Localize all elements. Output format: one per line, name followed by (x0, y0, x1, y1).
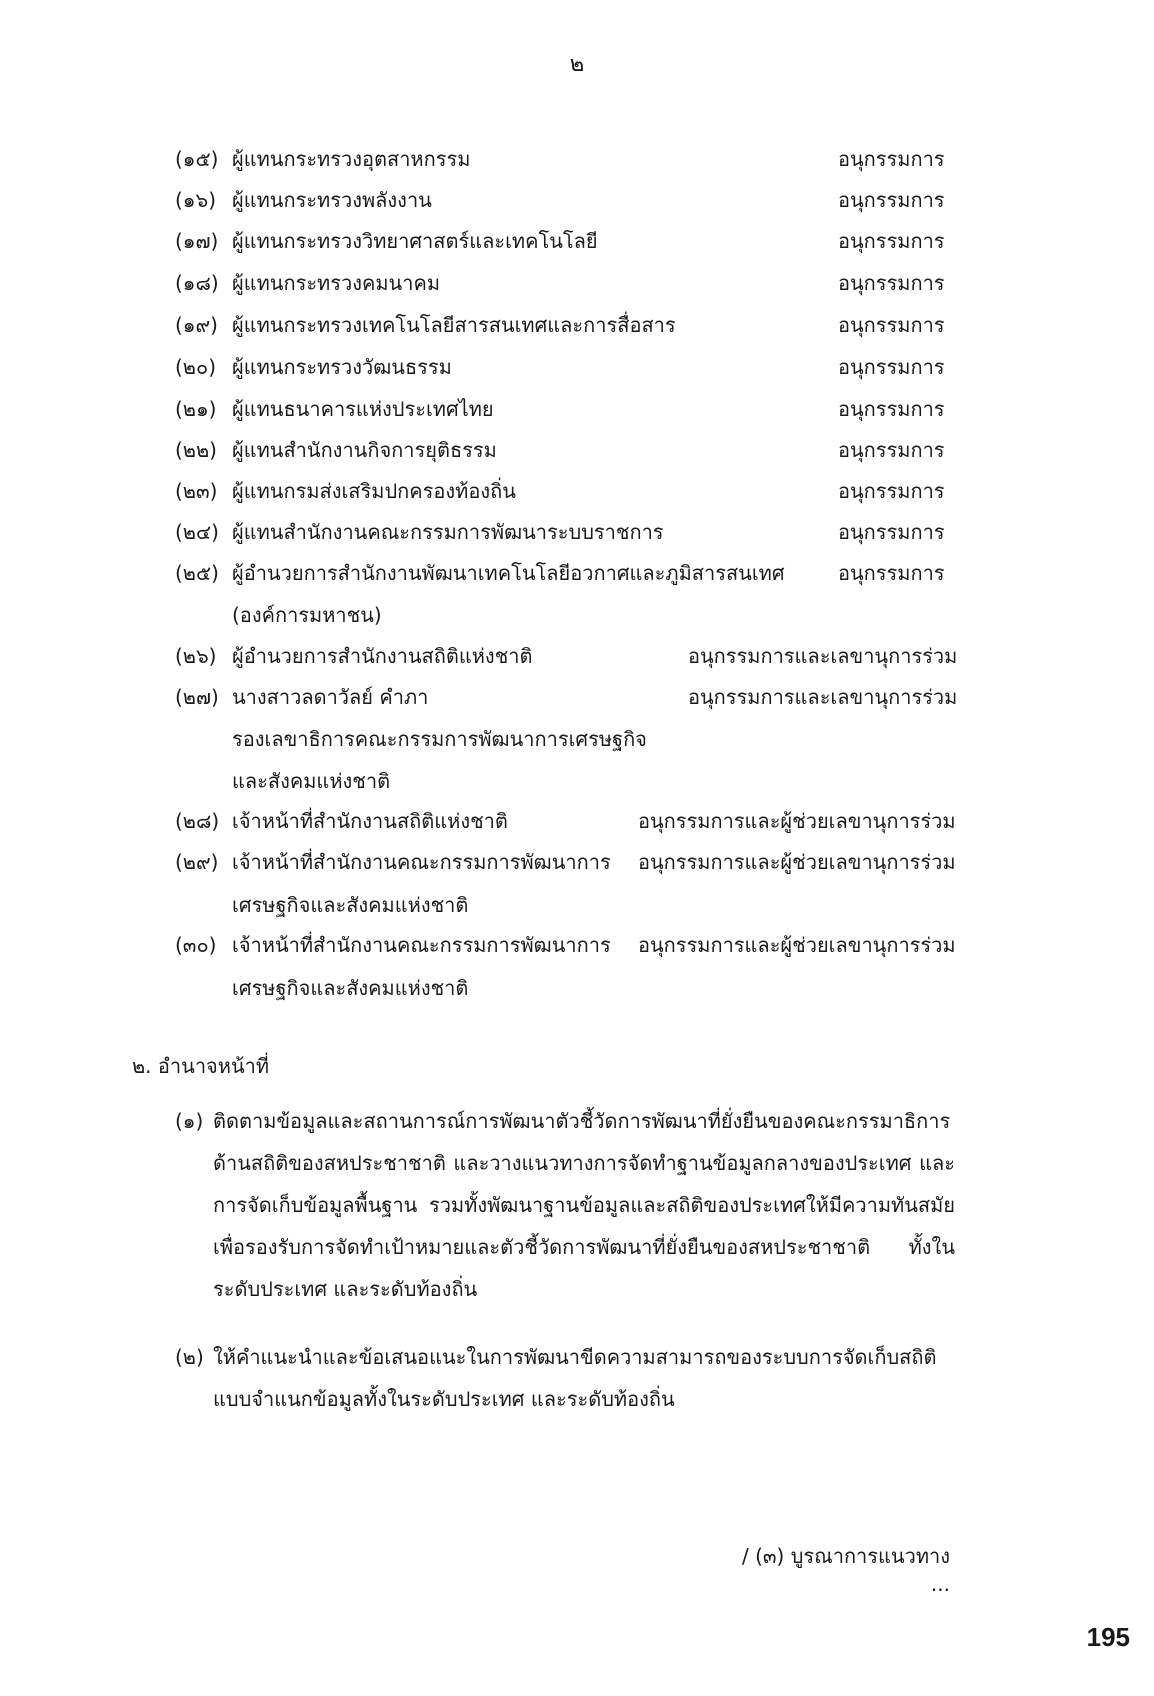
duty-item (175, 1100, 955, 1310)
member-item (0, 470, 1154, 513)
member-number: (๒๑) (175, 397, 217, 421)
member-name-continued: รองเลขาธิการคณะกรรมการพัฒนาการเศรษฐกิจ (232, 727, 647, 751)
member-name: ผู้แทนกระทรวงพลังงาน (232, 188, 432, 212)
member-number: (๑๖) (175, 188, 216, 212)
member-name-continued: (องค์การมหาชน) (232, 603, 382, 627)
member-name: ผู้แทนกระทรวงวัฒนธรรม (232, 355, 452, 379)
member-role: อนุกรรมการ (838, 355, 945, 379)
member-number: (๑๗) (175, 229, 219, 253)
member-item (0, 429, 1154, 472)
member-name-continued: เศรษฐกิจและสังคมแห่งชาติ (232, 976, 469, 1000)
member-number: (๑๙) (175, 313, 218, 337)
member-role: อนุกรรมการ (838, 520, 945, 544)
member-role: อนุกรรมการและผู้ช่วยเลขานุการร่วม (638, 933, 956, 957)
member-name: ผู้แทนกระทรวงคมนาคม (232, 271, 441, 295)
member-name: เจ้าหน้าที่สำนักงานสถิติแห่งชาติ (232, 809, 508, 833)
member-name: ผู้แทนกรมส่งเสริมปกครองท้องถิ่น (232, 479, 516, 503)
member-item (0, 676, 1154, 802)
member-name: เจ้าหน้าที่สำนักงานคณะกรรมการพัฒนาการ (232, 850, 611, 874)
member-number: (๒๙) (175, 850, 219, 874)
member-role: อนุกรรมการ (838, 397, 945, 421)
member-name: ผู้แทนกระทรวงอุตสาหกรรม (232, 147, 471, 171)
member-role: อนุกรรมการ (838, 188, 945, 212)
member-role: อนุกรรมการ (838, 229, 945, 253)
duty-text: ติดตามข้อมูลและสถานการณ์การพัฒนาตัวชี้วัดการพัฒนาที่ยั่งยืนของคณะกรรมาธิการด้านสถิติของสหประชาชาติ และวางแนวทางการจัดทำฐานข้อมูลกลางของประเทศ และการจัดเก็บข้อมูลพื้นฐาน รวมทั้งพัฒนาฐานข้อมูลและสถิติของประเทศให้มีความทันสมัย เพื่อรองรับการจัดทำเป้าหมายและตัวชี้วัดการพัฒนาที่ยั่งยืนของสหประชาชาติ ทั้งในระดับประเทศ และระดับท้องถิ่น (213, 1109, 955, 1301)
member-name: ผู้อำนวยการสำนักงานสถิติแห่งชาติ (232, 644, 533, 668)
member-number: (๒๔) (175, 520, 219, 544)
member-item (0, 262, 1154, 305)
duty-text: ให้คำแนะนำและข้อเสนอแนะในการพัฒนาขีดความสามารถของระบบการจัดเก็บสถิติแบบจำแนกข้อมูลทั้งในระดับประเทศ และระดับท้องถิ่น (213, 1345, 937, 1411)
member-item (0, 924, 1154, 1010)
member-item (0, 138, 1154, 181)
continuation-note: / (๓) บูรณาการแนวทาง ... (741, 1544, 950, 1596)
page-number-bottom: 195 (1086, 1622, 1130, 1652)
member-name-continued: และสังคมแห่งชาติ (232, 769, 391, 793)
member-item (0, 635, 1154, 678)
member-role: อนุกรรมการ (838, 147, 945, 171)
member-item (0, 841, 1154, 927)
member-item (0, 346, 1154, 389)
member-number: (๒๕) (175, 561, 219, 585)
member-name: ผู้อำนวยการสำนักงานพัฒนาเทคโนโลยีอวกาศและภูมิสารสนเทศ (232, 561, 785, 585)
section-heading: ๒. อำนาจหน้าที่ (132, 1054, 270, 1078)
member-name: ผู้แทนกระทรวงวิทยาศาสตร์และเทคโนโลยี (232, 229, 598, 253)
member-item (0, 388, 1154, 431)
member-name: ผู้แทนธนาคารแห่งประเทศไทย (232, 397, 494, 421)
member-role: อนุกรรมการและผู้ช่วยเลขานุการร่วม (638, 850, 956, 874)
member-role: อนุกรรมการ (838, 561, 945, 585)
member-item (0, 179, 1154, 222)
member-number: (๒๐) (175, 355, 216, 379)
member-name-continued: เศรษฐกิจและสังคมแห่งชาติ (232, 893, 469, 917)
member-number: (๑๘) (175, 271, 219, 295)
member-number: (๒๘) (175, 809, 220, 833)
member-number: (๓๐) (175, 933, 217, 957)
member-item (0, 552, 1154, 638)
member-item (0, 800, 1154, 843)
member-item (0, 511, 1154, 554)
member-name: ผู้แทนกระทรวงเทคโนโลยีสารสนเทศและการสื่อสาร (232, 313, 676, 337)
duty-item (175, 1336, 955, 1420)
member-role: อนุกรรมการ (838, 438, 945, 462)
page-number-top: ๒ (569, 52, 585, 77)
duty-number: (๑) (175, 1109, 204, 1133)
member-role: อนุกรรมการและเลขานุการร่วม (688, 644, 958, 668)
member-number: (๒๓) (175, 479, 218, 503)
member-number: (๒๖) (175, 644, 217, 668)
member-role: อนุกรรมการและผู้ช่วยเลขานุการร่วม (638, 809, 956, 833)
member-role: อนุกรรมการ (838, 479, 945, 503)
member-name: ผู้แทนสำนักงานกิจการยุติธรรม (232, 438, 497, 462)
member-item (0, 304, 1154, 347)
member-number: (๒๒) (175, 438, 217, 462)
member-role: อนุกรรมการ (838, 313, 945, 337)
member-name: ผู้แทนสำนักงานคณะกรรมการพัฒนาระบบราชการ (232, 520, 664, 544)
member-name: เจ้าหน้าที่สำนักงานคณะกรรมการพัฒนาการ (232, 933, 611, 957)
duty-number: (๒) (175, 1345, 204, 1369)
member-name: นางสาวลดาวัลย์ คำภา (232, 685, 429, 709)
member-role: อนุกรรมการ (838, 271, 945, 295)
member-number: (๒๗) (175, 685, 219, 709)
member-number: (๑๕) (175, 147, 219, 171)
member-item (0, 220, 1154, 263)
member-role: อนุกรรมการและเลขานุการร่วม (688, 685, 958, 709)
